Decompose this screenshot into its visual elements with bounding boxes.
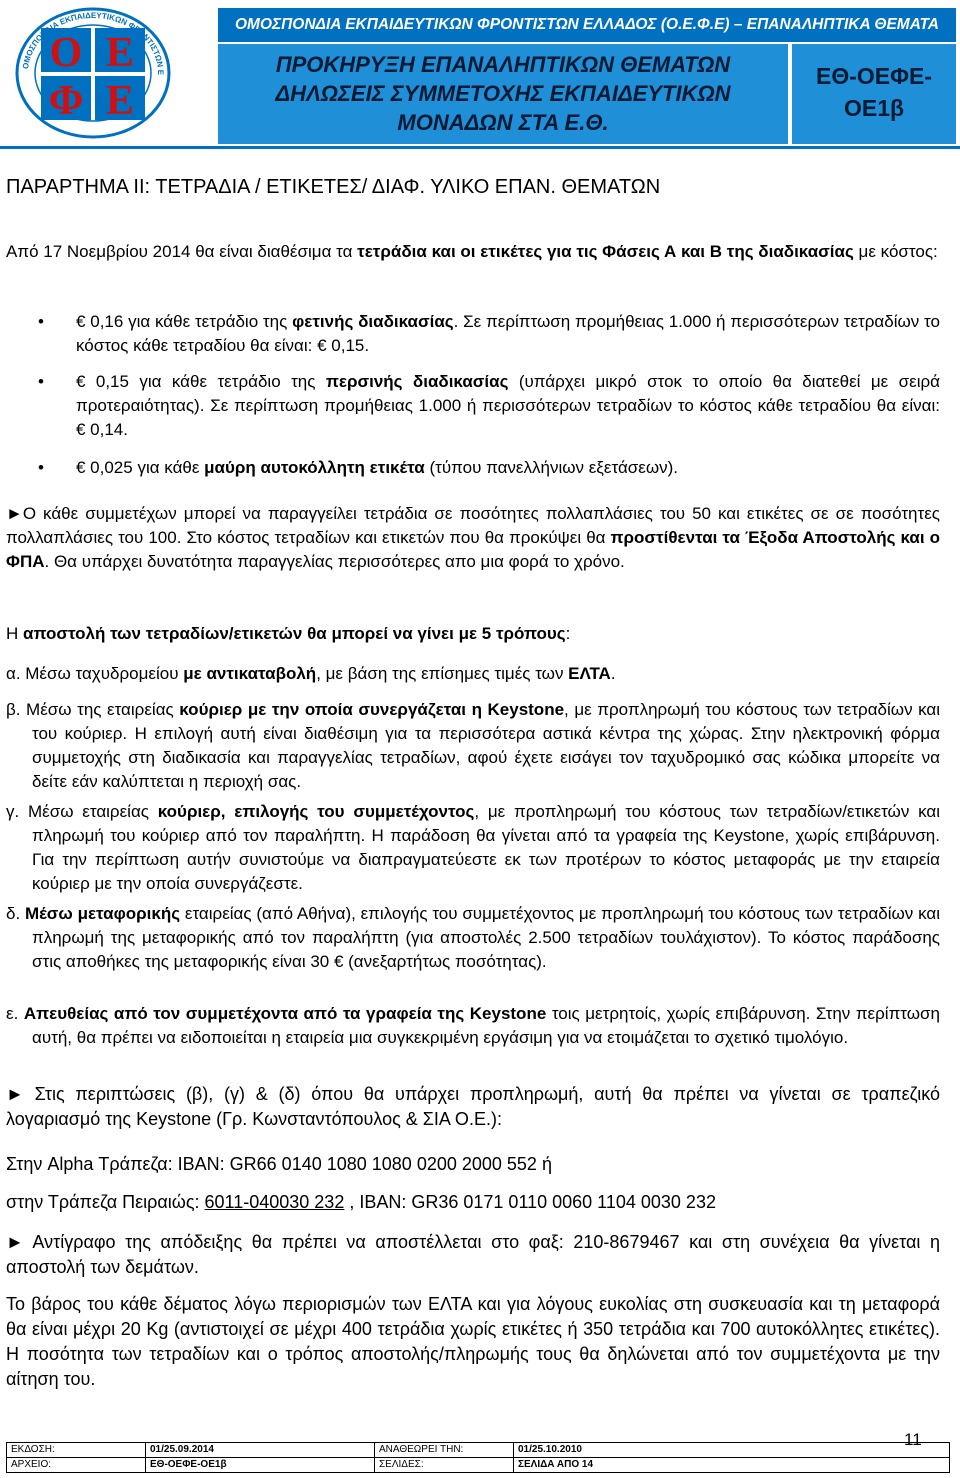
title-line-3: ΜΟΝΑΔΩΝ ΣΤΑ Ε.Θ. bbox=[397, 110, 609, 135]
intro-paragraph: Από 17 Νοεμβρίου 2014 θα είναι διαθέσιμα τα τετράδια και οι ετικέτες για τις Φάσεις Α και Β της διαδικασίας με κόστος: bbox=[6, 242, 938, 261]
bullet-item-current: € 0,16 για κάθε τετράδιο της φετινής διαδικασίας. Σε περίπτωση προμήθειας 1.000 ή περισσότερων τετραδίων το κόστος κάθε τετραδίου θα είναι: € 0,15. bbox=[76, 312, 940, 355]
doc-code-line-1: ΕΘ-ΟΕΦΕ- bbox=[816, 63, 932, 89]
oefe-logo bbox=[14, 6, 172, 140]
option-a: α. Μέσω ταχυδρομείου με αντικαταβολή, με βάση της επίσημες τιμές των ΕΛΤΑ. bbox=[6, 664, 616, 683]
weight-paragraph: Το βάρος του κάθε δέματος λόγω περιορισμών των ΕΛΤΑ και για λόγους ευκολίας στη συσκευασία και τη μεταφορά θα είναι μέχρι 20 Kg (αντιστοιχεί σε μέχρι 400 τετράδια χωρίς ετικέτες ή 350 τετράδια και 700 αυτοκόλλητες ετικέτες). Η ποσότητα των τετραδίων και ο τρόπος αποστολής/πληρωμής τους θα δηλώνεται από τον συμμετέχοντα με την αίτηση του. bbox=[6, 1294, 940, 1389]
shipping-heading: Η αποστολή των τετραδίων/ετικετών θα μπορεί να γίνει με 5 τρόπους: bbox=[6, 624, 571, 643]
logo-letter-e2: Ε bbox=[105, 78, 135, 124]
footer-value: 01/25.09.2014 bbox=[146, 1443, 375, 1458]
footer-value: 01/25.10.2010 bbox=[514, 1443, 950, 1458]
piraeus-bank-account: στην Τράπεζα Πειραιώς: 6011-040030 232 , IBAN: GR36 0171 0110 0060 1104 0030 232 bbox=[6, 1192, 716, 1212]
footer-label: ΕΚΔΟΣΗ: bbox=[7, 1443, 146, 1458]
document-title bbox=[218, 44, 788, 144]
logo-ring-text: ΟΜΟΣΠΟΝΔΙΑ ΕΚΠΑΙΔΕΥΤΙΚΩΝ ΦΡΟΝΤΙΣΤΩΝ Ε bbox=[21, 10, 166, 76]
footer-label: ΑΡΧΕΙΟ: bbox=[7, 1458, 146, 1473]
page-footer bbox=[0, 1438, 960, 1478]
option-d: δ. Μέσω μεταφορικής εταιρείας (από Αθήνα), επιλογής του συμμετέχοντος με προπληρωμή του κόστους των τετραδίων και πληρωμή της μεταφορικής από τον παραλήπτη (για αποστολές 2.500 τετραδίων τουλάχιστον). Το κόστος παράδοσης στις αποθήκες της μεταφορικής είναι 30 € (ανεξαρτήτως ποσότητας). bbox=[6, 904, 940, 971]
footer-row bbox=[7, 1443, 950, 1458]
footer-label: ΑΝΑΘΕΩΡΕΙ ΤΗΝ: bbox=[375, 1443, 514, 1458]
footer-value: ΣΕΛΙΔΑ ΑΠΟ 14 bbox=[514, 1458, 950, 1473]
org-banner: ΟΜΟΣΠΟΝΔΙΑ ΕΚΠΑΙΔΕΥΤΙΚΩΝ ΦΡΟΝΤΙΣΤΩΝ ΕΛΛΑΔΟΣ (Ο.Ε.Φ.Ε) – ΕΠΑΝΑΛΗΠΤΙΚΑ ΘΕΜΑΤΑ bbox=[218, 8, 956, 42]
header-divider bbox=[0, 146, 960, 149]
footer-table bbox=[6, 1442, 950, 1473]
bullet-icon: • bbox=[38, 372, 44, 391]
footer-row bbox=[7, 1458, 950, 1473]
bullet-icon: • bbox=[38, 458, 44, 477]
footer-label: ΣΕΛΙΔΕΣ: bbox=[375, 1458, 514, 1473]
footer-value: ΕΘ-ΟΕΦΕ-ΟΕ1β bbox=[146, 1458, 375, 1473]
title-line-1: ΠΡΟΚΗΡΥΞΗ ΕΠΑΝΑΛΗΠΤΙΚΩΝ ΘΕΜΑΤΩΝ bbox=[275, 52, 731, 77]
bullet-item-previous: € 0,15 για κάθε τετράδιο της περσινής διαδικασίας (υπάρχει μικρό στοκ το οποίο θα διατεθεί με σειρά προτεραιότητας). Σε περίπτωση προμήθειας 1.000 ή περισσότερων τετραδίων το κόστος κάθε τετραδίου θα είναι: € 0,14. bbox=[76, 372, 940, 439]
bank-paragraph: ► Στις περιπτώσεις (β), (γ) & (δ) όπου θα υπάρχει προπληρωμή, αυτή θα πρέπει να γίνεται σε τραπεζικό λογαριασμό της Keystone (Γρ. Κωνσταντόπουλος & ΣΙΑ Ο.Ε.): bbox=[6, 1084, 940, 1129]
order-paragraph: ►Ο κάθε συμμετέχων μπορεί να παραγγείλει τετράδια σε ποσότητες πολλαπλάσιες του 50 και ετικέτες σε σε ποσότητες πολλαπλάσιες του 100. Στο κόστος τετραδίων και ετικετών που θα προκύψει θα προστίθενται τα Έξοδα Αποστολής και ο ΦΠΑ. Θα υπάρχει δυνατότητα παραγγελίας περισσότερες απο μια φορά το χρόνο. bbox=[6, 504, 940, 571]
page-header bbox=[0, 0, 960, 148]
fax-paragraph: ► Αντίγραφο της απόδειξης θα πρέπει να αποστέλλεται στο φαξ: 210-8679467 και στη συνέχεια θα γίνεται η αποστολή των δεμάτων. bbox=[6, 1232, 940, 1277]
title-line-2: ΔΗΛΩΣΕΙΣ ΣΥΜΜΕΤΟΧΗΣ ΕΚΠΑΙΔΕΥΤΙΚΩΝ bbox=[275, 81, 731, 106]
logo-letter-f: Φ bbox=[48, 78, 84, 124]
option-e: ε. Απευθείας από τον συμμετέχοντα από τα γραφεία της Keystone τοις μετρητοίς, χωρίς επιβάρυνση. Στην περίπτωση αυτή, θα πρέπει να ειδοποιείται η εταιρεία μια συγκεκριμένη εργάσιμη για να ετοιμάζεται το σχετικό τιμολόγιο. bbox=[6, 1004, 940, 1047]
bullet-item-labels: € 0,025 για κάθε μαύρη αυτοκόλλητη ετικέτα (τύπου πανελλήνιων εξετάσεων). bbox=[76, 458, 679, 477]
document-code bbox=[792, 44, 956, 144]
alpha-bank-account: Στην Alpha Τράπεζα: IBAN: GR66 0140 1080 1080 0200 2000 552 ή bbox=[6, 1154, 552, 1174]
bullet-icon: • bbox=[38, 312, 44, 331]
option-b: β. Μέσω της εταιρείας κούριερ με την οποία συνεργάζεται η Keystone, με προπληρωμή του κόστους των τετραδίων και του κούριερ. Η επιλογή αυτή είναι διαθέσιμη για τα περισσότερα αστικά κέντρα της χώρας. Στην ηλεκτρονική φόρμα συμμετοχής στη διαδικασία και παραγγελίας τετραδίων, αφού έχετε εισάγει τον ταχυδρομικό σας κώδικα μπορείτε να δείτε εάν καλύπτεται η περιοχή σας. bbox=[6, 700, 941, 791]
logo-letter-o: Ο bbox=[49, 30, 83, 76]
page-number: 11 bbox=[904, 1430, 922, 1449]
doc-code-line-2: ΟΕ1β bbox=[843, 95, 905, 121]
option-c: γ. Μέσω εταιρείας κούριερ, επιλογής του συμμετέχοντος, με προπληρωμή του κόστους των τετραδίων/ετικετών και πληρωμή του κούριερ από τον παραλήπτη. Η παράδοση θα γίνεται από τα γραφεία της Keystone, χωρίς επιβάρυνση. Για την περίπτωση αυτήν συνιστούμε να διαπραγματεύεστε εκ των προτέρων το κόστος μεταφοράς με την εταιρεία κούριερ με την οποία συνεργάζεστε. bbox=[6, 802, 940, 893]
logo-letter-e1: Ε bbox=[105, 30, 135, 76]
section-heading: ΠΑΡΑΡΤΗΜΑ ΙΙ: ΤΕΤΡΑΔΙΑ / ΕΤΙΚΕΤΕΣ/ ΔΙΑΦ. ΥΛΙΚΟ ΕΠΑΝ. ΘΕΜΑΤΩΝ bbox=[6, 176, 661, 198]
